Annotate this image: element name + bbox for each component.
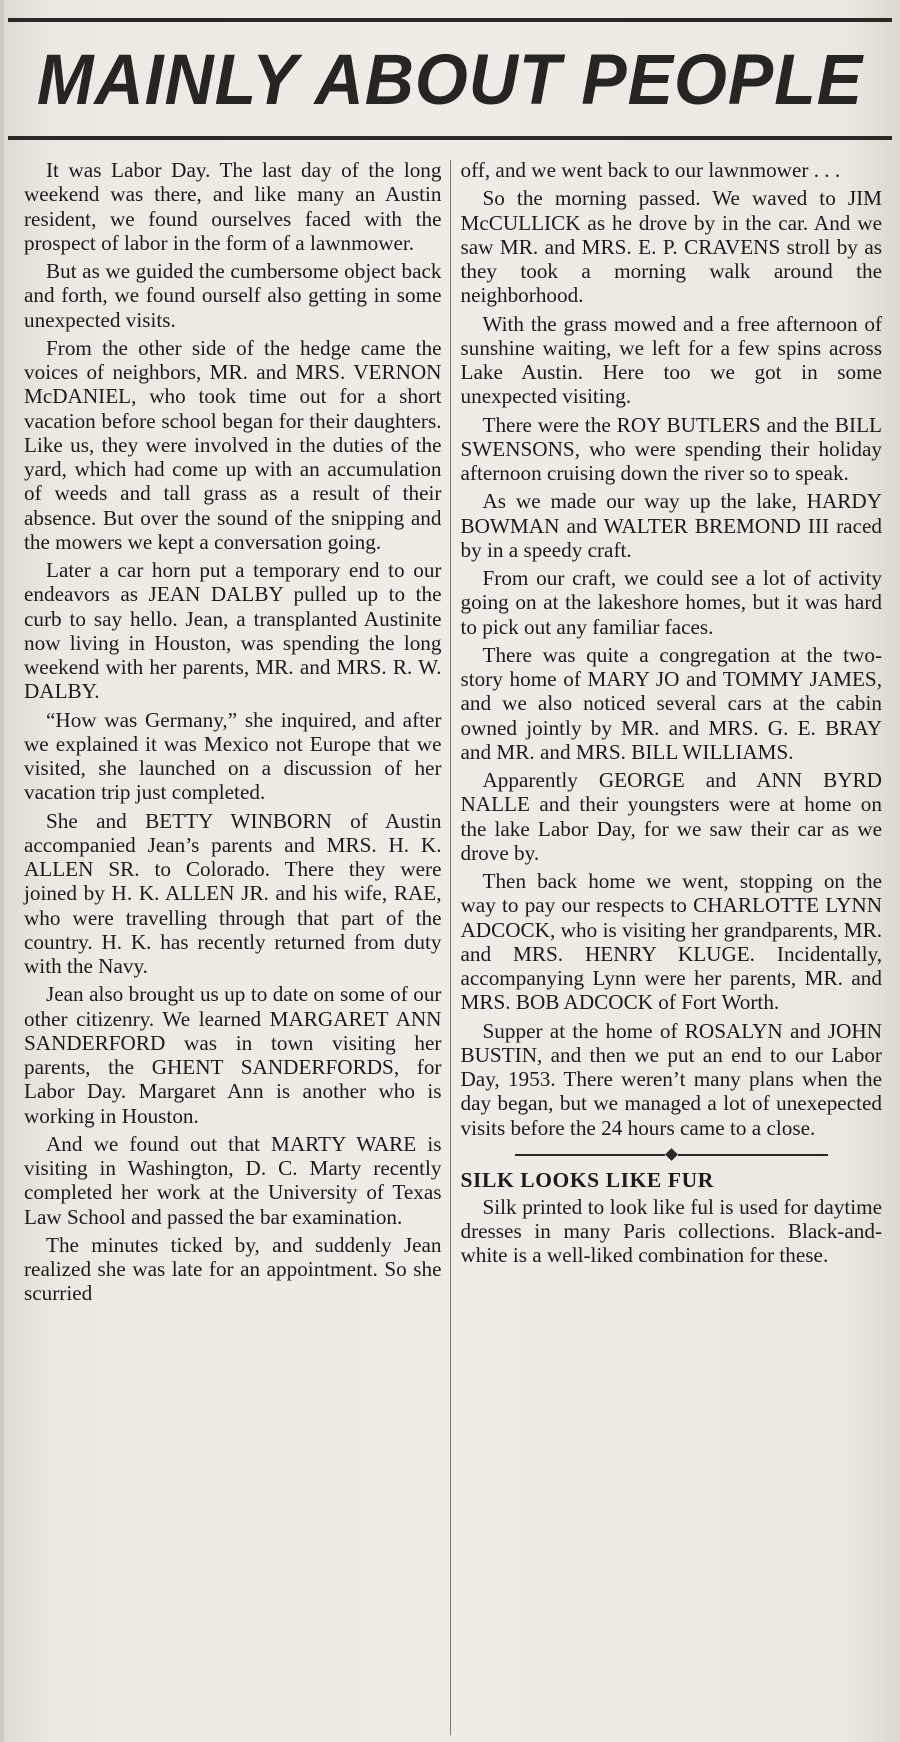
paragraph: Later a car horn put a temporary end to our endeavors as JEAN DALBY pulled up to the curb to say hello. Jean, a transplanted Austinite now living in Houston, was spending the long weekend with her parents, MR. and MRS. R. W. DALBY. — [24, 558, 442, 704]
page-edge — [0, 0, 4, 1742]
paragraph: The minutes ticked by, and suddenly Jean realized she was late for an appointment. So she scurried — [24, 1232, 442, 1306]
paragraph: But as we guided the cumbersome object back and forth, we found ourself also getting in some unexpected visits. — [24, 259, 442, 332]
paragraph: Jean also brought us up to date on some of our other citizenry. We learned MARGARET ANN SANDERFORD was in town visiting her parents, the GHENT SANDERFORDS, for Labor Day. Margaret Ann is another who is working in Houston. — [24, 982, 442, 1128]
diamond-icon — [665, 1148, 678, 1161]
ornament-line — [678, 1154, 828, 1156]
left-column — [14, 158, 450, 1733]
paragraph: Then back home we went, stopping on the way to pay our respects to CHARLOTTE LYNN ADCOCK, who is visiting her grandparents, MR. and MRS. HENRY KLUGE. Incidentally, accompanying Lynn were her parents, MR. and MRS. BOB ADCOCK of Fort Worth. — [460, 869, 882, 1015]
paragraph: There was quite a congregation at the two-story home of MARY JO and TOMMY JAMES, and we also noticed several cars at the cabin owned jointly by MR. and MRS. G. E. BRAY and MR. and MRS. BILL WILLIAMS. — [460, 642, 882, 764]
paragraph: As we made our way up the lake, HARDY BOWMAN and WALTER BREMOND III raced by in a speedy craft. — [460, 489, 882, 562]
paragraph: It was Labor Day. The last day of the long weekend was there, and like many an Austin resident, we found ourselves faced with the prospect of labor in the form of a lawnmower. — [24, 158, 442, 255]
paragraph: There were the ROY BUTLERS and the BILL SWENSONS, who were spending their holiday afternoon cruising down the river so to speak. — [460, 412, 882, 485]
section-ornament — [461, 1148, 883, 1162]
paragraph: With the grass mowed and a free afternoon of sunshine waiting, we left for a few spins across Lake Austin. Here too we got in some unexpected visiting. — [460, 311, 882, 409]
paragraph: So the morning passed. We waved to JIM McCULLICK as he drove by in the car. And we saw MR. and MRS. E. P. CRAVENS stroll by as they took a morning walk around the neighborhood. — [460, 186, 882, 308]
sidebar-paragraph: Silk printed to look like ful is used for daytime dresses in many Paris collections. Black-and-white is a well-liked combination for these. — [460, 1194, 882, 1268]
paragraph: From the other side of the hedge came the voices of neighbors, MR. and MRS. VERNON McDANIEL, who took time out for a short vacation before school began for their daughters. Like us, they were involved in the duties of the yard, which had come up with an accumulation of weeds and tall grass as a result of their absence. But over the sound of the snipping and the mowers we kept a conversation going. — [24, 335, 442, 554]
masthead — [0, 30, 900, 130]
paragraph: She and BETTY WINBORN of Austin accompanied Jean’s parents and MRS. H. K. ALLEN SR. to Colorado. There they were joined by H. K. ALLEN JR. and his wife, RAE, who were travelling through that part of the country. H. K. has recently returned from duty with the Navy. — [24, 808, 442, 978]
right-column — [451, 158, 887, 1733]
paragraph: Apparently GEORGE and ANN BYRD NALLE and their youngsters were at home on the lake Labor Day, for we saw their car as we drove by. — [460, 768, 882, 865]
column-title: MAINLY ABOUT PEOPLE — [36, 40, 864, 120]
paragraph: “How was Germany,” she inquired, and after we explained it was Mexico not Europe that we visited, she launched on a discussion of her vacation trip just completed. — [24, 707, 442, 805]
paragraph: Supper at the home of ROSALYN and JOHN BUSTIN, and then we put an end to our Labor Day, 1953. There weren’t many plans when the day began, but we managed a lot of unexepected visits before the 24 hours came to a close. — [460, 1018, 882, 1140]
top-rule — [8, 18, 892, 22]
paragraph: And we found out that MARTY WARE is visiting in Washington, D. C. Marty recently completed her work at the University of Texas Law School and passed the bar examination. — [24, 1131, 442, 1229]
article-body — [14, 158, 886, 1733]
paragraph: From our craft, we could see a lot of activity going on at the lakeshore homes, but it was hard to pick out any familiar faces. — [460, 566, 882, 639]
sidebar-headline: SILK LOOKS LIKE FUR — [460, 1167, 714, 1192]
masthead-rule — [8, 136, 892, 140]
continued-text: off, and we went back to our lawnmower . . . — [460, 158, 841, 182]
ornament-line — [515, 1154, 665, 1156]
